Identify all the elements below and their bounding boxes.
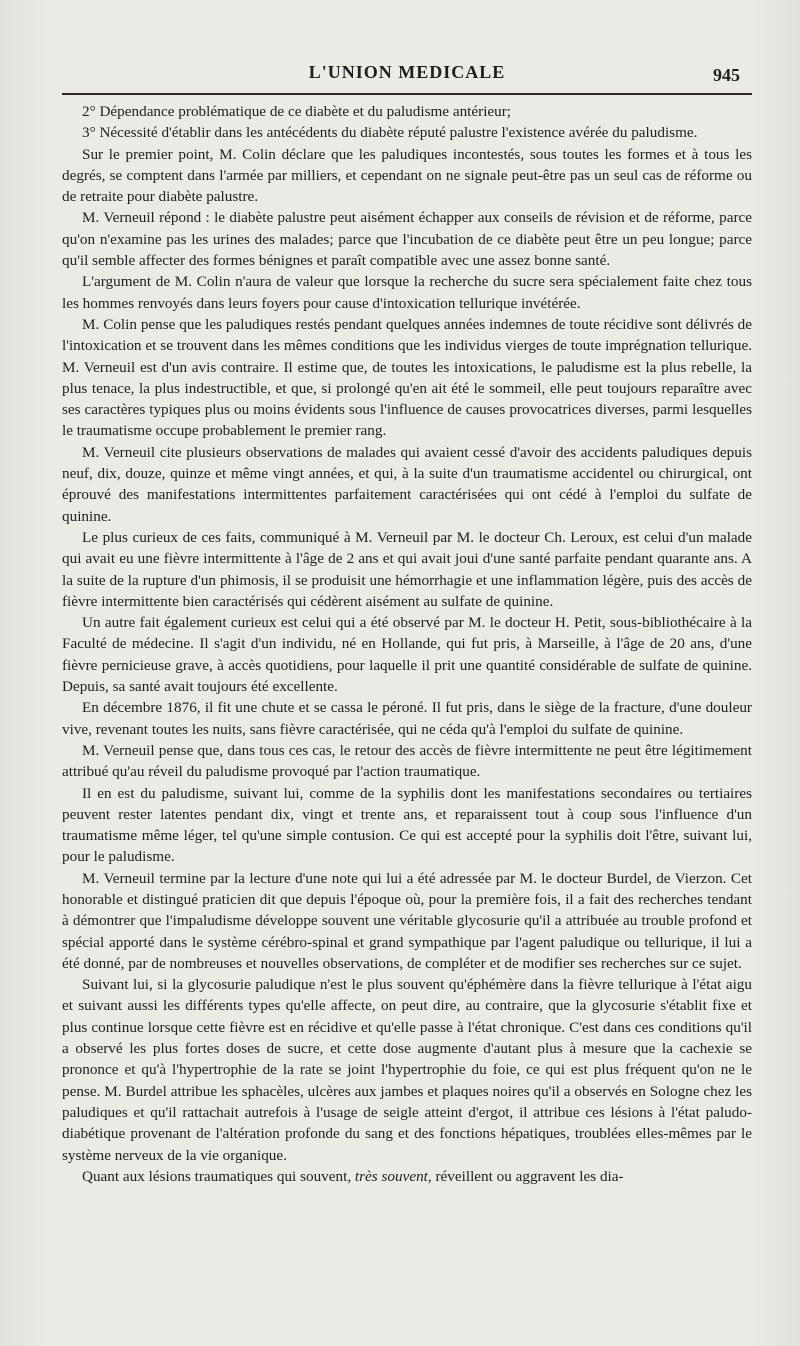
running-title: L'UNION MEDICALE: [308, 62, 506, 82]
paragraph: M. Verneuil cite plusieurs observations de malades qui avaient cessé d'avoir des accidents paludiques depuis neuf, dix, douze, quinze et même vingt années, et qui, à la suite d'un traumatisme accidentel ou chirurgical, ont éprouvé des manifestations intermittentes parfaitement caractérisées qui ont cédé à l'emploi du sulfate de quinine.: [62, 443, 752, 525]
page-number: 945: [713, 65, 740, 85]
header-rule: [62, 93, 752, 95]
last-paragraph: [62, 1166, 752, 1187]
paragraph: L'argument de M. Colin n'aura de valeur que lorsque la recherche du sucre sera spécialement faite chez tous les hommes renvoyés dans leurs foyers pour cause d'intoxication tellurique invétérée.: [62, 273, 752, 312]
last-paragraph-start: Quant aux lésions traumatiques qui souvent,: [82, 1167, 355, 1185]
paragraph: Sur le premier point, M. Colin déclare que les paludiques incontestés, sous toutes les formes et à tous les degrés, se comptent dans l'armée par milliers, et cependant on ne signale peut-être pas un seul cas de réforme ou de retraite pour diabète palustre.: [62, 145, 752, 206]
last-paragraph-end: , réveillent ou aggravent les dia-: [427, 1167, 624, 1185]
paragraph: M. Colin pense que les paludiques restés pendant quelques années indemnes de toute récidive sont délivrés de l'intoxication et se trouvent dans les mêmes conditions que les individus vierges de toute imprégnation tellurique. M. Verneuil est d'un avis contraire. Il estime que, de toutes les intoxications, le paludisme est la plus rebelle, la plus tenace, la plus indestructible, et que, si prolongé qu'en ait été le sommeil, elle peut toujours reparaître avec ses caractères typiques plus ou moins évidents sous l'influence de causes provocatrices diverses, parmi lesquelles le traumatisme occupe probablement le premier rang.: [62, 315, 752, 440]
paragraph: M. Verneuil répond : le diabète palustre peut aisément échapper aux conseils de révision et de réforme, parce qu'on n'examine pas les urines des malades; parce que l'incubation de ce diabète peut être un peu longue; parce qu'il semble affecter des formes bénignes et paraît compatible avec une assez bonne santé.: [62, 209, 752, 270]
paragraph: 2° Dépendance problématique de ce diabète et du paludisme antérieur;: [82, 103, 512, 120]
paragraph: M. Verneuil pense que, dans tous ces cas, le retour des accès de fièvre intermittente ne peut être légitimement attribué qu'au réveil du paludisme provoqué par l'action traumatique.: [62, 741, 752, 781]
paragraph: Il en est du paludisme, suivant lui, comme de la syphilis dont les manifestations secondaires ou tertiaires peuvent rester latentes pendant dix, vingt et trente ans, et reparaissent tout à coup sous l'influence d'un traumatisme même léger, tel qu'une simple contusion. Ce qui est accepté pour la syphilis doit l'être, suivant lui, pour le paludisme.: [62, 784, 752, 866]
page-header: [62, 52, 752, 92]
paragraph: En décembre 1876, il fit une chute et se cassa le péroné. Il fut pris, dans le siège de la fracture, d'une douleur vive, revenant toutes les nuits, sans fièvre caractérisée, qui ne céda qu'à l'emploi du sulfate de quinine.: [62, 699, 752, 738]
paragraph: Le plus curieux de ces faits, communiqué à M. Verneuil par M. le docteur Ch. Leroux, est celui d'un malade qui avait eu une fièvre intermittente à l'âge de 2 ans et qui avait joui d'une santé parfaite pendant quarante ans. A la suite de la rupture d'un phimosis, il se produisit une hémorrhagie et une inflammation légère, puis des accès de fièvre intermittente bien caractérisés qui cédèrent aisément au sulfate de quinine.: [62, 528, 752, 610]
paragraph: Un autre fait également curieux est celui qui a été observé par M. le docteur H. Petit, sous-bibliothécaire à la Faculté de médecine. Il s'agit d'un individu, né en Hollande, qui fut pris, à Marseille, à l'âge de 20 ans, d'une fièvre pernicieuse grave, à accès quotidiens, pour laquelle il prit une quantité considérable de sulfate de quinine. Depuis, sa santé avait toujours été excellente.: [62, 614, 752, 696]
paragraph: 3° Nécessité d'établir dans les antécédents du diabète réputé palustre l'existence avérée du paludisme.: [82, 124, 698, 142]
body-text: [62, 101, 752, 1187]
paragraph: M. Verneuil termine par la lecture d'une note qui lui a été adressée par M. le docteur Burdel, de Vierzon. Cet honorable et distingué praticien dit que depuis l'époque où, pour la première fois, il a fait des recherches tendant à démontrer que l'impaludisme développe souvent une véritable glycosurie qu'il a attribuée au trouble profond et spécial apporté dans le système cérébro-spinal et grand sympathique par l'agent paludique ou tellurique, il lui a été donné, par de nombreuses et nouvelles observations, de compléter et de modifier ses recherches sur ce sujet.: [62, 869, 752, 972]
paragraph: Suivant lui, si la glycosurie paludique n'est le plus souvent qu'éphémère dans la fièvre tellurique à l'état aigu et suivant aussi les différents types qu'elle affecte, on peut dire, au contraire, que la glycosurie s'établit fixe et plus continue lorsque cette fièvre est en récidive et qu'elle passe à l'état chronique. C'est dans ces conditions qu'il a observé les plus fortes doses de sucre, et cette dose augmente d'autant plus à mesure que la cachexie se prononce et qu'à l'hypertrophie de la rate se joint l'hypertrophie du foie, ce qui est plus fréquent qu'on ne le pense. M. Burdel attribue les sphacèles, ulcères aux jambes et plaques noires qu'il a observés en Sologne chez les paludiques et qu'il rattachait autrefois à l'usage de seigle atteint d'ergot, il attribue ces lésions à l'état paludo-diabétique provenant de l'altération profonde du sang et des fonctions hépatiques, troublées elles-mêmes par le système nerveux de la vie organique.: [62, 976, 752, 1164]
emphasis-text: très souvent: [354, 1167, 428, 1185]
